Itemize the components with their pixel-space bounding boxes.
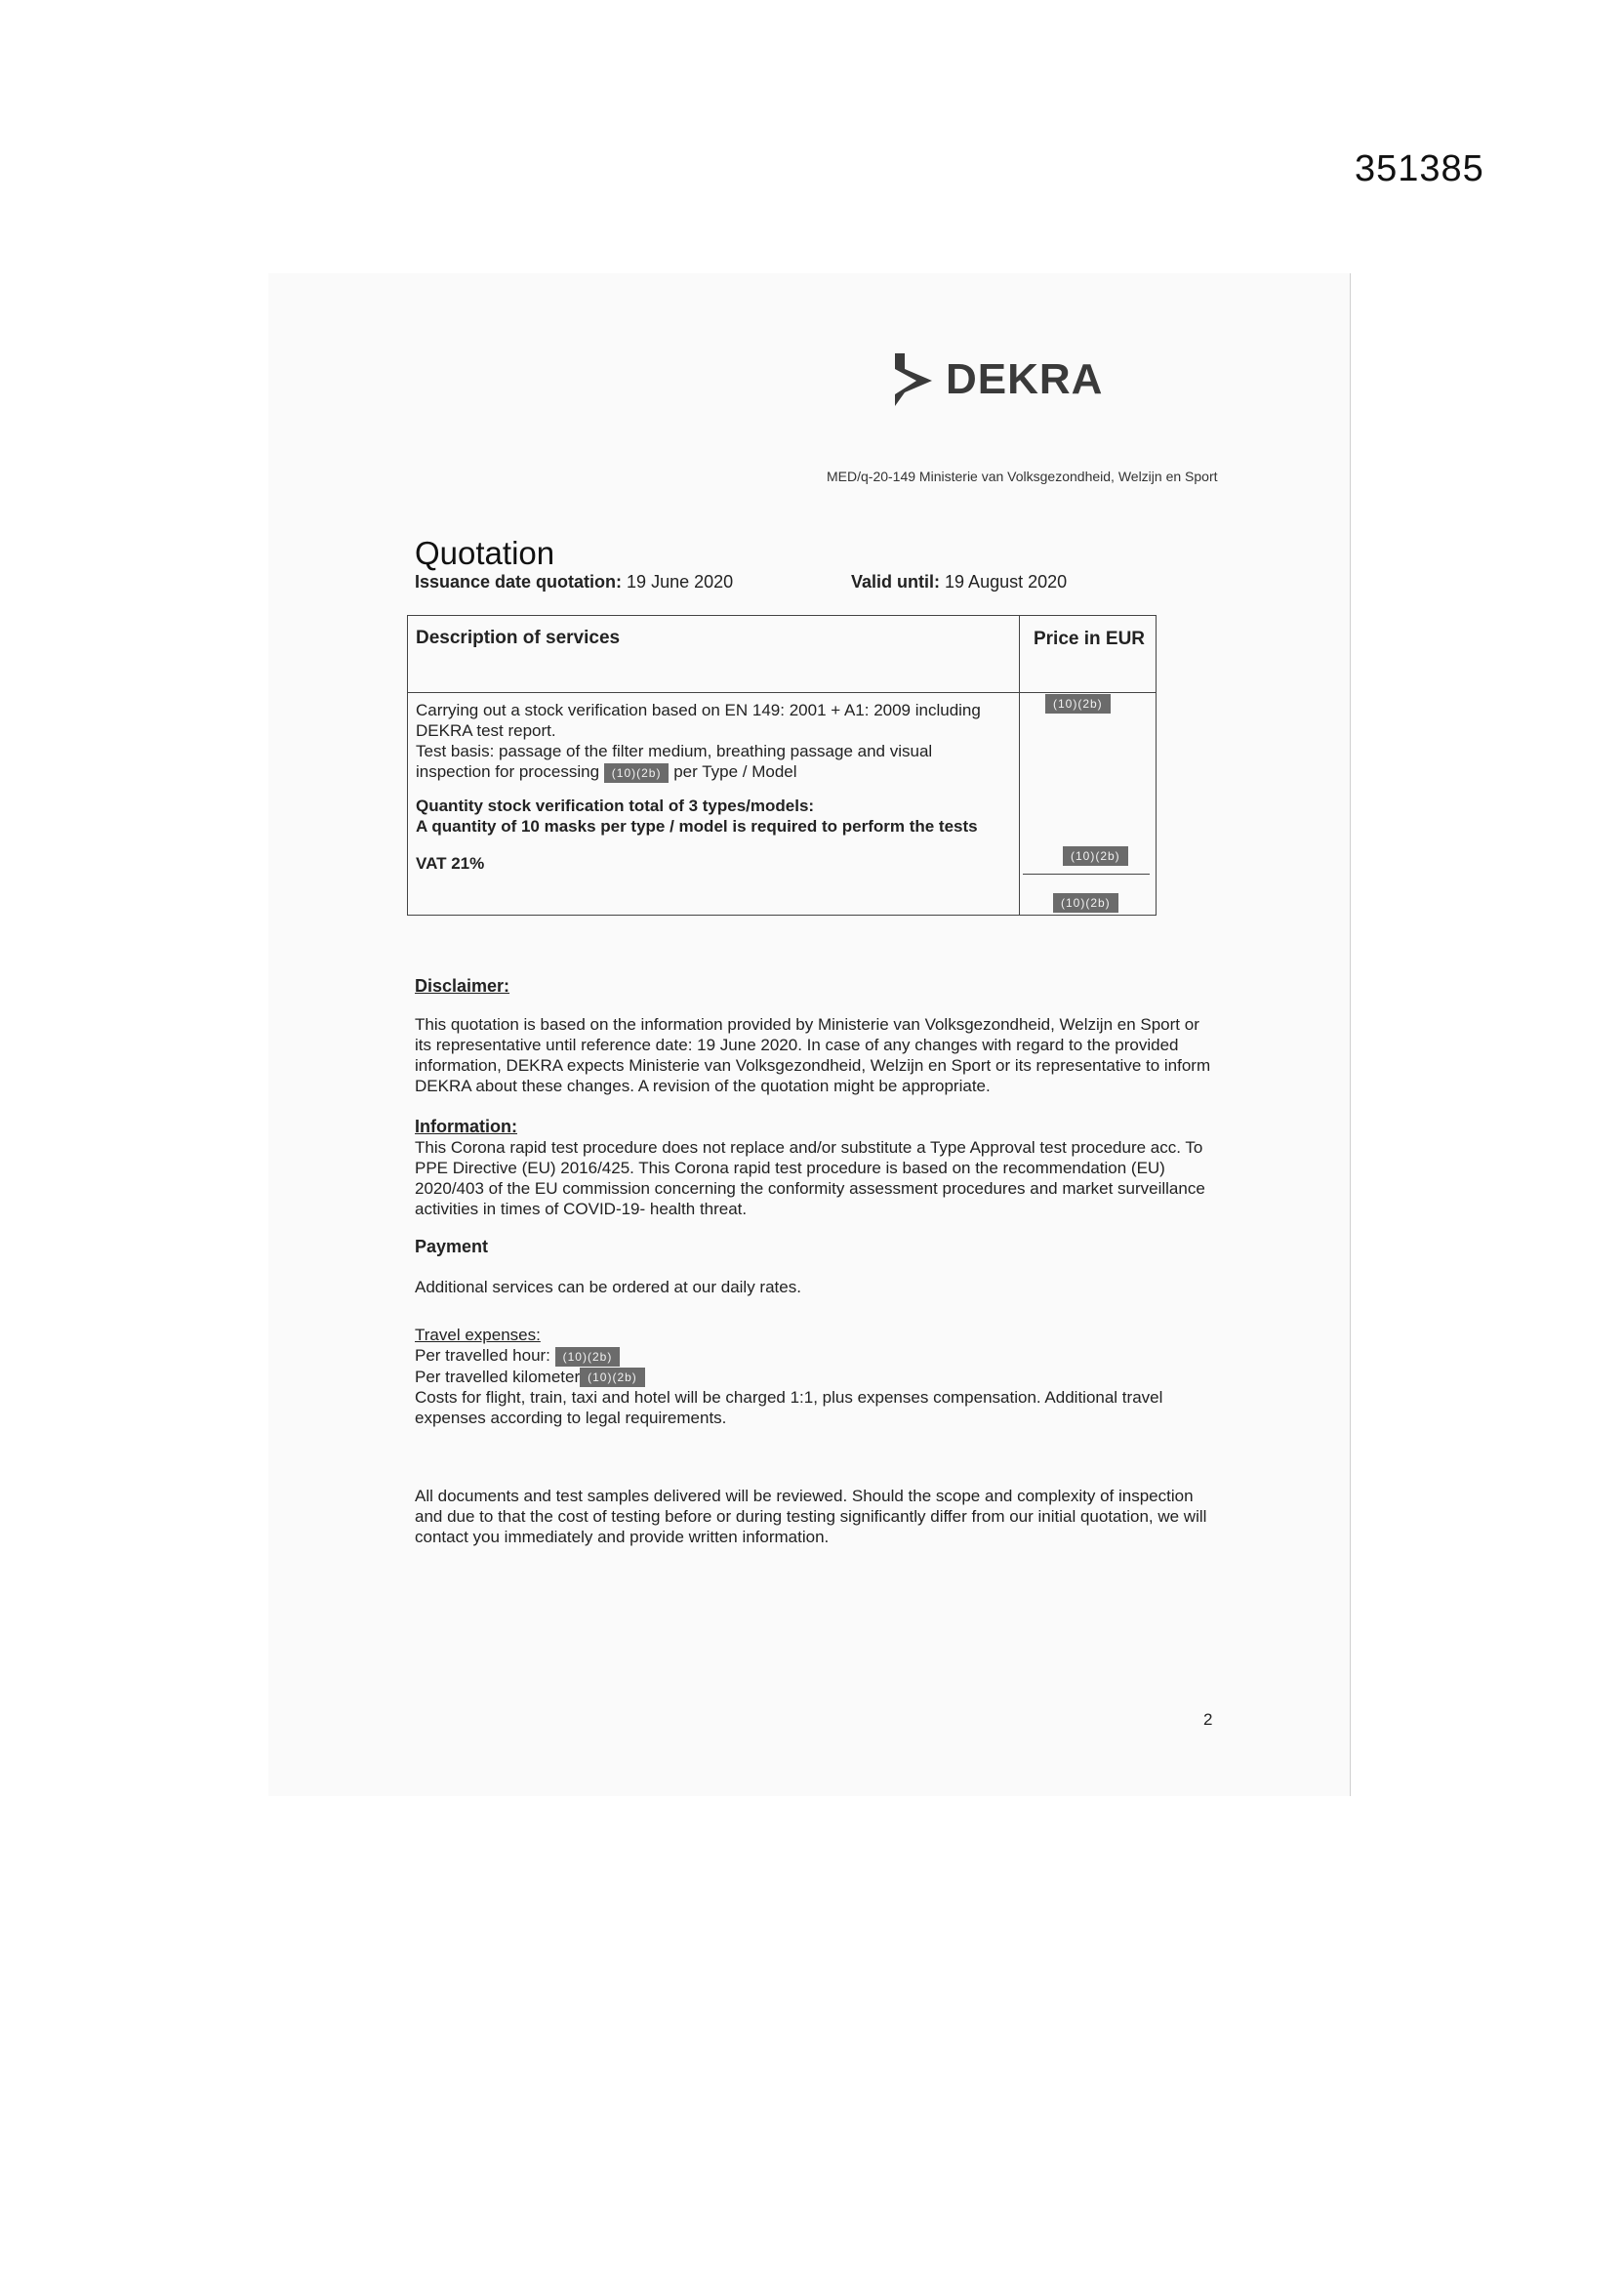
payment-heading: Payment — [415, 1237, 489, 1256]
travel-costs: Costs for flight, train, taxi and hotel will be charged 1:1, plus expenses compensation. Additional travel expenses according to legal requirements. — [415, 1388, 1163, 1428]
services-table — [407, 615, 1157, 916]
issuance-label: Issuance date quotation: — [415, 572, 623, 592]
payment-text: Additional services can be ordered at our daily rates. — [415, 1278, 801, 1296]
header-description: Description of services — [416, 628, 621, 648]
service-line-4-before: inspection for processing — [416, 762, 600, 781]
issuance-date-row — [415, 572, 733, 593]
travel-km-label: Per travelled kilometer — [415, 1367, 581, 1386]
redaction-box: (10)(2b) — [604, 763, 670, 783]
travel-km-row — [415, 1367, 1215, 1388]
quantity-line-1: Quantity stock verification total of 3 types/models: — [416, 797, 815, 815]
service-line-1: Carrying out a stock verification based on EN 149: 2001 + A1: 2009 including — [416, 701, 981, 719]
travel-section — [415, 1325, 1215, 1428]
service-description — [416, 700, 1013, 783]
information-heading: Information: — [415, 1117, 517, 1136]
issuance-date: 19 June 2020 — [627, 572, 734, 592]
service-line-4-after: per Type / Model — [673, 762, 797, 781]
document-number: 351385 — [1355, 148, 1484, 189]
sum-line — [1023, 874, 1150, 875]
vat-redaction: (10)(2b) — [1063, 846, 1128, 866]
valid-date: 19 August 2020 — [945, 572, 1068, 592]
header-price: Price in EUR — [1033, 629, 1146, 649]
dekra-logo-icon — [893, 351, 936, 408]
price-redaction: (10)(2b) — [1045, 694, 1111, 714]
logo-text: DEKRA — [946, 355, 1104, 403]
valid-label: Valid until: — [851, 572, 941, 592]
information-section — [415, 1117, 1215, 1219]
reference-line: MED/q-20-149 Ministerie van Volksgezondheid, Welzijn en Sport — [827, 469, 1218, 484]
service-line-2: DEKRA test report. — [416, 721, 556, 740]
disclaimer-text: This quotation is based on the information provided by Ministerie van Volksgezondheid, Welzijn en Sport or its representative until reference date: 19 June 2020. In case of any changes with regard to the provided information, DEKRA expects Ministerie van Volksgezondheid, Welzijn en Sport or its representative to inform DEKRA about these changes. A revision of the quotation might be appropriate. — [415, 1015, 1211, 1095]
closing-paragraph: All documents and test samples delivered will be reviewed. Should the scope and complexity of inspection and due to that the cost of testing before or during testing significantly differ from our initial quotation, we will contact you immediately and provide written information. — [415, 1487, 1207, 1546]
page-number: 2 — [1203, 1710, 1213, 1729]
travel-heading: Travel expenses: — [415, 1326, 541, 1344]
quantity-line-2: A quantity of 10 masks per type / model is required to perform the tests — [416, 817, 978, 836]
km-redaction: (10)(2b) — [580, 1368, 645, 1387]
disclaimer-section — [415, 976, 1215, 1096]
service-line-3: Test basis: passage of the filter medium, breathing passage and visual — [416, 742, 933, 760]
payment-section — [415, 1237, 1215, 1297]
total-redaction: (10)(2b) — [1053, 893, 1118, 913]
page-title: Quotation — [415, 535, 555, 571]
quantity-note — [416, 796, 1013, 837]
table-divider-vertical — [1019, 616, 1020, 915]
disclaimer-heading: Disclaimer: — [415, 976, 510, 996]
travel-hour-row — [415, 1345, 1215, 1367]
valid-until-row — [851, 572, 1067, 593]
dekra-logo — [893, 351, 1103, 408]
information-text: This Corona rapid test procedure does not replace and/or substitute a Type Approval test procedure acc. To PPE Directive (EU) 2016/425. This Corona rapid test procedure is based on the recommendation (EU) 2020/403 of the EU commission concerning the conformity assessment procedures and market surveillance activities in times of COVID-19- health threat. — [415, 1138, 1205, 1218]
travel-hour-label: Per travelled hour: — [415, 1346, 550, 1365]
hour-redaction: (10)(2b) — [555, 1347, 621, 1367]
table-divider-horizontal — [408, 692, 1156, 693]
service-line-4 — [416, 761, 1013, 783]
vat-label: VAT 21% — [416, 854, 485, 873]
